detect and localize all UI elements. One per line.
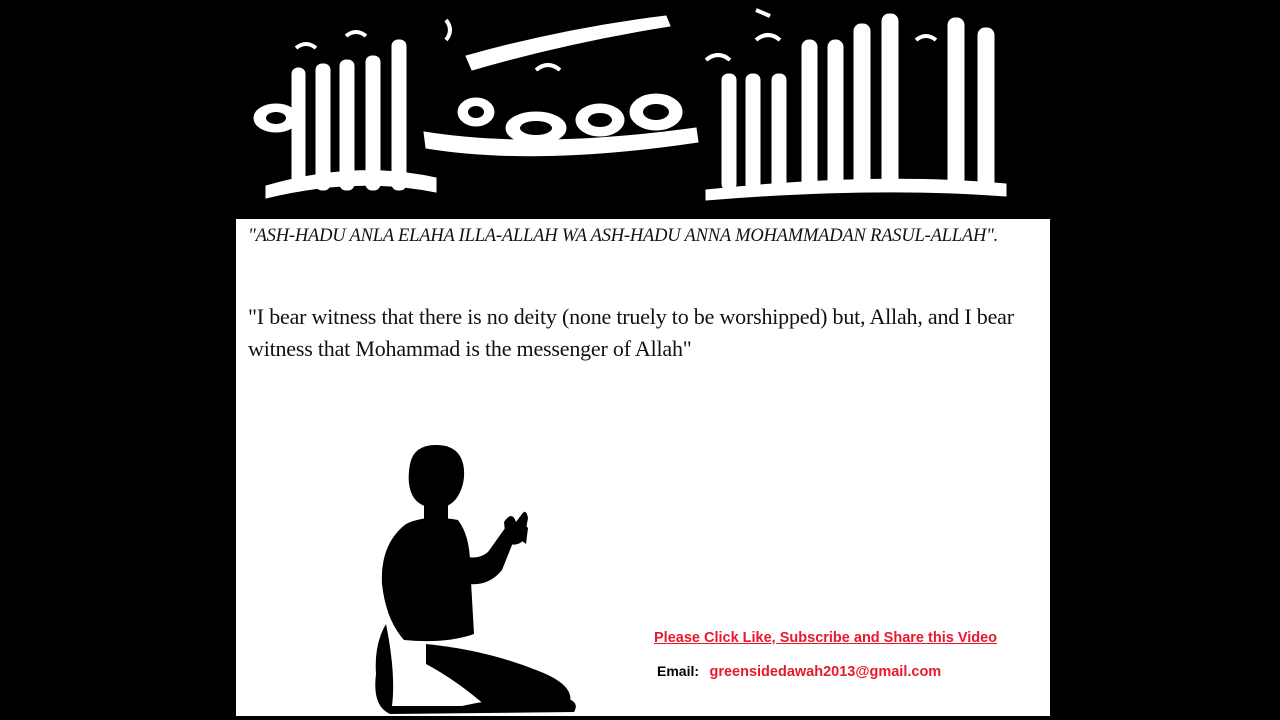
like-subscribe-share-link[interactable]: Please Click Like, Subscribe and Share this Video [654,630,998,646]
email-label: Email: [657,663,700,679]
shahada-calligraphy-banner [236,0,1050,219]
email-address-link[interactable]: greensidedawah2013@gmail.com [709,664,942,680]
shahada-translation: "I bear witness that there is no deity (none truely to be worshipped) but, Allah, and I bear witness that Mohammad is the messenger of Allah" [248,304,1014,361]
contact-email-row [657,663,941,681]
slide-content [236,219,1050,716]
shahada-transliteration: "ASH-HADU ANLA ELAHA ILLA-ALLAH WA ASH-HADU ANNA MOHAMMADAN RASUL-ALLAH". [248,226,999,246]
praying-person-silhouette [366,444,586,714]
shahada-calligraphy-logo [236,0,1050,219]
